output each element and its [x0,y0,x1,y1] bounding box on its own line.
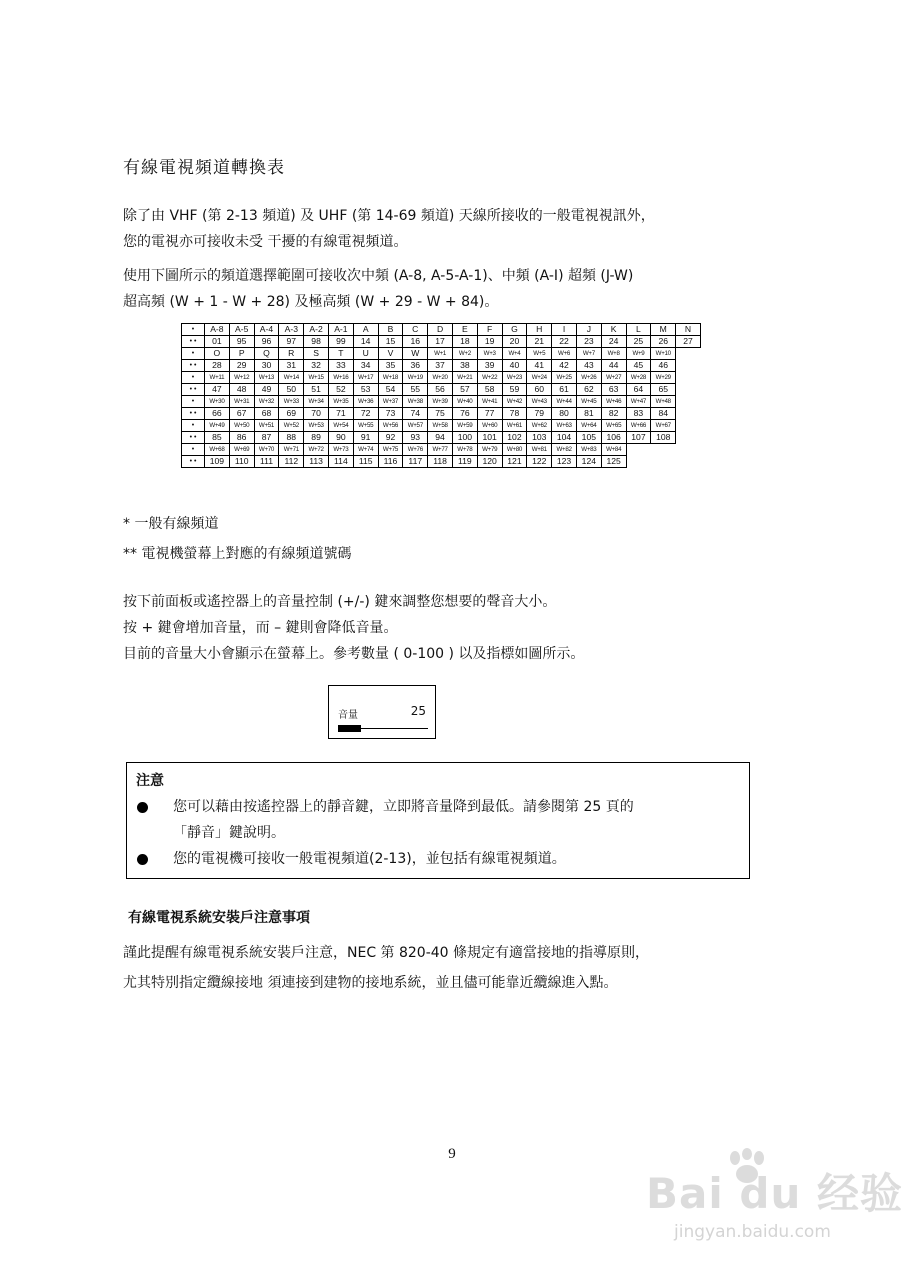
table-cell: 101 [477,432,502,444]
empty-cell [651,444,676,456]
table-cell: W+65 [601,420,626,432]
table-cell: W+63 [552,420,577,432]
table-cell: 88 [279,432,304,444]
table-cell: 89 [304,432,329,444]
table-cell: 43 [576,360,601,372]
table-cell: 103 [527,432,552,444]
empty-cell [676,456,701,468]
table-cell: W+68 [205,444,230,456]
table-cell: 100 [452,432,477,444]
range-paragraph [123,263,633,315]
table-cell: A [353,324,378,336]
empty-cell [676,396,701,408]
empty-cell [676,444,701,456]
table-cell: W+35 [328,396,353,408]
table-cell: W+50 [229,420,254,432]
caution-item-2: 您的電視機可接收一般電視頻道(2-13)，並包括有線電視頻道。 [173,851,566,867]
table-cell: 21 [527,336,552,348]
empty-cell [676,360,701,372]
table-cell: 16 [403,336,428,348]
table-cell: 85 [205,432,230,444]
table-cell: 107 [626,432,651,444]
table-cell: 120 [477,456,502,468]
table-cell: E [452,324,477,336]
table-cell: 61 [552,384,577,396]
table-cell: W+67 [651,420,676,432]
table-cell: A-3 [279,324,304,336]
table-cell: W+55 [353,420,378,432]
table-cell: 117 [403,456,428,468]
row-marker: • • [182,336,205,348]
table-cell: 125 [601,456,626,468]
row-marker: • [182,444,205,456]
intro-line-1: 除了由 VHF (第 2-13 頻道) 及 UHF (第 14-69 頻道) 天線所接收的一般電視視訊外， [123,208,655,224]
table-cell: 116 [378,456,403,468]
table-cell: 94 [428,432,453,444]
table-cell: 55 [403,384,428,396]
table-cell: W+26 [576,372,601,384]
table-cell: W+10 [651,348,676,360]
table-cell: 31 [279,360,304,372]
table-cell: 26 [651,336,676,348]
table-cell: 118 [428,456,453,468]
bullet-icon [137,854,148,865]
table-cell: 37 [428,360,453,372]
table-cell: W+53 [304,420,329,432]
table-cell: H [527,324,552,336]
table-cell: 46 [651,360,676,372]
row-marker: • [182,396,205,408]
footnote-2: ** 電視機螢幕上對應的有線頻道號碼 [123,546,352,562]
table-cell: 73 [378,408,403,420]
table-cell: 69 [279,408,304,420]
table-cell: 80 [552,408,577,420]
table-cell: B [378,324,403,336]
page-title: 有線電視頻道轉換表 [123,158,285,178]
table-cell: W+31 [229,396,254,408]
table-cell: A-4 [254,324,279,336]
table-cell: W+59 [452,420,477,432]
table-cell: W+77 [428,444,453,456]
table-cell: 39 [477,360,502,372]
table-cell: 124 [576,456,601,468]
table-cell: W+66 [626,420,651,432]
table-cell: 83 [626,408,651,420]
table-cell: W+8 [601,348,626,360]
caution-title: 注意 [136,773,164,789]
table-cell: 82 [601,408,626,420]
table-cell: 48 [229,384,254,396]
table-cell: 17 [428,336,453,348]
table-cell: P [229,348,254,360]
table-cell: W+84 [601,444,626,456]
table-cell: 108 [651,432,676,444]
table-cell: 99 [328,336,353,348]
empty-cell [626,444,651,456]
row-marker: • [182,348,205,360]
table-cell: W+79 [477,444,502,456]
table-cell: 106 [601,432,626,444]
row-marker: • [182,420,205,432]
table-cell: W+7 [576,348,601,360]
table-cell: A-8 [205,324,230,336]
table-cell: W+2 [452,348,477,360]
table-cell: M [651,324,676,336]
table-cell: W+83 [576,444,601,456]
table-cell: 60 [527,384,552,396]
table-cell: L [626,324,651,336]
empty-cell [626,456,651,468]
table-cell: W+52 [279,420,304,432]
table-cell: W+43 [527,396,552,408]
table-cell: 68 [254,408,279,420]
table-cell: W+25 [552,372,577,384]
table-cell: Q [254,348,279,360]
table-cell: V [378,348,403,360]
table-cell: W+73 [328,444,353,456]
table-cell: A-1 [328,324,353,336]
table-cell: F [477,324,502,336]
table-cell: W+33 [279,396,304,408]
volume-line-3: 目前的音量大小會顯示在螢幕上。參考數量 ( 0-100 ) 以及指標如圖所示。 [123,646,585,662]
table-cell: 54 [378,384,403,396]
table-cell: 15 [378,336,403,348]
table-cell: 34 [353,360,378,372]
table-cell: W+56 [378,420,403,432]
table-cell: W+22 [477,372,502,384]
table-cell: 47 [205,384,230,396]
empty-cell [651,456,676,468]
table-cell: A-2 [304,324,329,336]
table-cell: W+4 [502,348,527,360]
table-cell: 98 [304,336,329,348]
table-cell: 19 [477,336,502,348]
table-cell: W+9 [626,348,651,360]
table-cell: 57 [452,384,477,396]
row-marker: • • [182,384,205,396]
table-cell: 104 [552,432,577,444]
table-cell: 52 [328,384,353,396]
table-cell: 95 [229,336,254,348]
table-cell: 36 [403,360,428,372]
volume-bar [338,725,428,732]
volume-label: 音量 [338,710,358,721]
table-cell: 30 [254,360,279,372]
table-cell: W+37 [378,396,403,408]
table-cell: A-5 [229,324,254,336]
table-cell: 96 [254,336,279,348]
table-cell: W+46 [601,396,626,408]
table-cell: 32 [304,360,329,372]
table-cell: 90 [328,432,353,444]
table-cell: W+75 [378,444,403,456]
table-cell: 53 [353,384,378,396]
table-row [182,384,701,396]
empty-cell [676,384,701,396]
table-cell: 91 [353,432,378,444]
table-cell: 40 [502,360,527,372]
table-cell: 33 [328,360,353,372]
table-cell: 77 [477,408,502,420]
table-cell: W [403,348,428,360]
table-cell: W+39 [428,396,453,408]
table-cell: 72 [353,408,378,420]
empty-cell [676,420,701,432]
table-cell: W+58 [428,420,453,432]
table-cell: W+3 [477,348,502,360]
table-cell: W+16 [328,372,353,384]
table-cell: 122 [527,456,552,468]
table-cell: W+70 [254,444,279,456]
table-cell: W+19 [403,372,428,384]
table-cell: W+6 [552,348,577,360]
table-cell: 92 [378,432,403,444]
table-cell: 56 [428,384,453,396]
table-cell: 29 [229,360,254,372]
table-cell: W+60 [477,420,502,432]
table-cell: R [279,348,304,360]
intro-line-2: 您的電視亦可接收未受 干擾的有線電視頻道。 [123,234,408,250]
installer-heading: 有線電視系統安裝戶注意事項 [128,910,310,926]
table-cell: W+14 [279,372,304,384]
table-row [182,408,701,420]
table-row [182,336,701,348]
table-cell: 42 [552,360,577,372]
table-cell: 59 [502,384,527,396]
volume-line-2: 按 + 鍵會增加音量，而 – 鍵則會降低音量。 [123,620,398,636]
table-cell: 78 [502,408,527,420]
table-cell: W+48 [651,396,676,408]
table-cell: W+45 [576,396,601,408]
table-cell: O [205,348,230,360]
empty-cell [676,348,701,360]
table-cell: W+74 [353,444,378,456]
table-cell: W+17 [353,372,378,384]
table-cell: 67 [229,408,254,420]
table-cell: G [502,324,527,336]
table-cell: W+38 [403,396,428,408]
installer-line-2: 尤其特別指定纜線接地 須連接到建物的接地系統，並且儘可能靠近纜線進入點。 [123,975,618,991]
table-cell: 109 [205,456,230,468]
table-cell: U [353,348,378,360]
table-cell: 64 [626,384,651,396]
table-cell: W+40 [452,396,477,408]
table-cell: 123 [552,456,577,468]
table-cell: 27 [676,336,701,348]
table-cell: 58 [477,384,502,396]
table-cell: W+47 [626,396,651,408]
table-row [182,360,701,372]
table-row [182,348,701,360]
table-cell: 20 [502,336,527,348]
table-cell: 41 [527,360,552,372]
table-cell: 110 [229,456,254,468]
table-cell: W+82 [552,444,577,456]
table-cell: W+41 [477,396,502,408]
table-cell: N [676,324,701,336]
table-cell: W+24 [527,372,552,384]
volume-indicator [328,685,436,739]
table-cell: 105 [576,432,601,444]
installer-paragraph [123,940,649,996]
table-cell: 44 [601,360,626,372]
empty-cell [676,432,701,444]
table-cell: 45 [626,360,651,372]
caution-item-1 [173,794,634,846]
table-cell: C [403,324,428,336]
table-cell: 87 [254,432,279,444]
table-cell: W+78 [452,444,477,456]
table-cell: 111 [254,456,279,468]
table-cell: 62 [576,384,601,396]
table-cell: 86 [229,432,254,444]
installer-line-1: 謹此提醒有線電視系統安裝戶注意，NEC 第 820-40 條規定有適當接地的指導原則， [123,945,650,961]
empty-cell [676,408,701,420]
caution-item-1-line-2: 「靜音」鍵說明。 [173,825,285,841]
table-cell: 81 [576,408,601,420]
table-cell: 76 [452,408,477,420]
table-cell: 38 [452,360,477,372]
empty-cell [676,372,701,384]
row-marker: • • [182,432,205,444]
row-marker: • [182,324,205,336]
table-cell: 65 [651,384,676,396]
table-cell: W+36 [353,396,378,408]
table-cell: W+23 [502,372,527,384]
table-cell: 93 [403,432,428,444]
footnote-1: * 一般有線頻道 [123,516,219,532]
watermark-url: jingyan.baidu.com [674,1222,831,1242]
table-cell: 121 [502,456,527,468]
table-cell: 112 [279,456,304,468]
table-cell: W+72 [304,444,329,456]
bullet-icon [137,802,148,813]
table-cell: 102 [502,432,527,444]
table-cell: 119 [452,456,477,468]
table-cell: W+64 [576,420,601,432]
table-cell: W+13 [254,372,279,384]
table-cell: 14 [353,336,378,348]
table-cell: 115 [353,456,378,468]
table-cell: 24 [601,336,626,348]
table-cell: W+12 [229,372,254,384]
table-cell: 01 [205,336,230,348]
table-cell: 49 [254,384,279,396]
table-row [182,324,701,336]
table-cell: W+51 [254,420,279,432]
table-cell: 113 [304,456,329,468]
table-cell: W+71 [279,444,304,456]
table-cell: W+5 [527,348,552,360]
table-cell: S [304,348,329,360]
table-cell: 28 [205,360,230,372]
table-cell: J [576,324,601,336]
table-cell: 84 [651,408,676,420]
table-cell: W+15 [304,372,329,384]
table-cell: W+21 [452,372,477,384]
table-cell: W+49 [205,420,230,432]
caution-item-1-line-1: 您可以藉由按遙控器上的靜音鍵，立即將音量降到最低。請參閱第 25 頁的 [173,799,634,815]
table-cell: W+29 [651,372,676,384]
table-cell: W+80 [502,444,527,456]
table-cell: W+76 [403,444,428,456]
range-line-1: 使用下圖所示的頻道選擇範圍可接收次中頻 (A-8, A-5-A-1)、中頻 (A-I) 超頻 (J-W) [123,268,634,284]
volume-line-1: 按下前面板或遙控器上的音量控制 (+/-) 鍵來調整您想要的聲音大小。 [123,594,557,610]
table-cell: W+54 [328,420,353,432]
intro-paragraph [123,203,655,255]
table-cell: W+81 [527,444,552,456]
table-cell: K [601,324,626,336]
table-cell: 22 [552,336,577,348]
page-number: 9 [448,1146,456,1162]
table-row [182,372,701,384]
table-cell: W+61 [502,420,527,432]
table-cell: I [552,324,577,336]
table-cell: 51 [304,384,329,396]
volume-bar-fill [338,725,361,732]
table-cell: 71 [328,408,353,420]
volume-value: 25 [410,704,426,718]
table-row [182,396,701,408]
table-cell: W+57 [403,420,428,432]
table-cell: 70 [304,408,329,420]
table-cell: 114 [328,456,353,468]
table-row [182,432,701,444]
table-row [182,420,701,432]
table-cell: W+42 [502,396,527,408]
row-marker: • [182,372,205,384]
table-cell: 35 [378,360,403,372]
table-cell: W+30 [205,396,230,408]
row-marker: • • [182,408,205,420]
table-cell: W+44 [552,396,577,408]
table-cell: 18 [452,336,477,348]
table-cell: 79 [527,408,552,420]
table-cell: 66 [205,408,230,420]
table-row [182,444,701,456]
table-row [182,456,701,468]
table-cell: W+62 [527,420,552,432]
table-cell: W+11 [205,372,230,384]
table-cell: W+20 [428,372,453,384]
table-cell: 74 [403,408,428,420]
table-cell: W+1 [428,348,453,360]
range-line-2: 超高頻 (W + 1 - W + 28) 及極高頻 (W + 29 - W + 84)。 [123,294,499,310]
table-cell: W+28 [626,372,651,384]
table-cell: 63 [601,384,626,396]
table-cell: W+18 [378,372,403,384]
row-marker: • • [182,360,205,372]
row-marker: • • [182,456,205,468]
table-cell: D [428,324,453,336]
table-cell: T [328,348,353,360]
table-cell: 75 [428,408,453,420]
table-cell: W+69 [229,444,254,456]
table-cell: 25 [626,336,651,348]
table-cell: 50 [279,384,304,396]
caution-box [126,762,750,879]
table-cell: 23 [576,336,601,348]
channel-conversion-table [181,323,701,468]
table-cell: 97 [279,336,304,348]
volume-paragraph [123,589,584,667]
table-cell: W+32 [254,396,279,408]
watermark-brand: Bai du 经验 [646,1169,903,1218]
table-cell: W+27 [601,372,626,384]
table-cell: W+34 [304,396,329,408]
